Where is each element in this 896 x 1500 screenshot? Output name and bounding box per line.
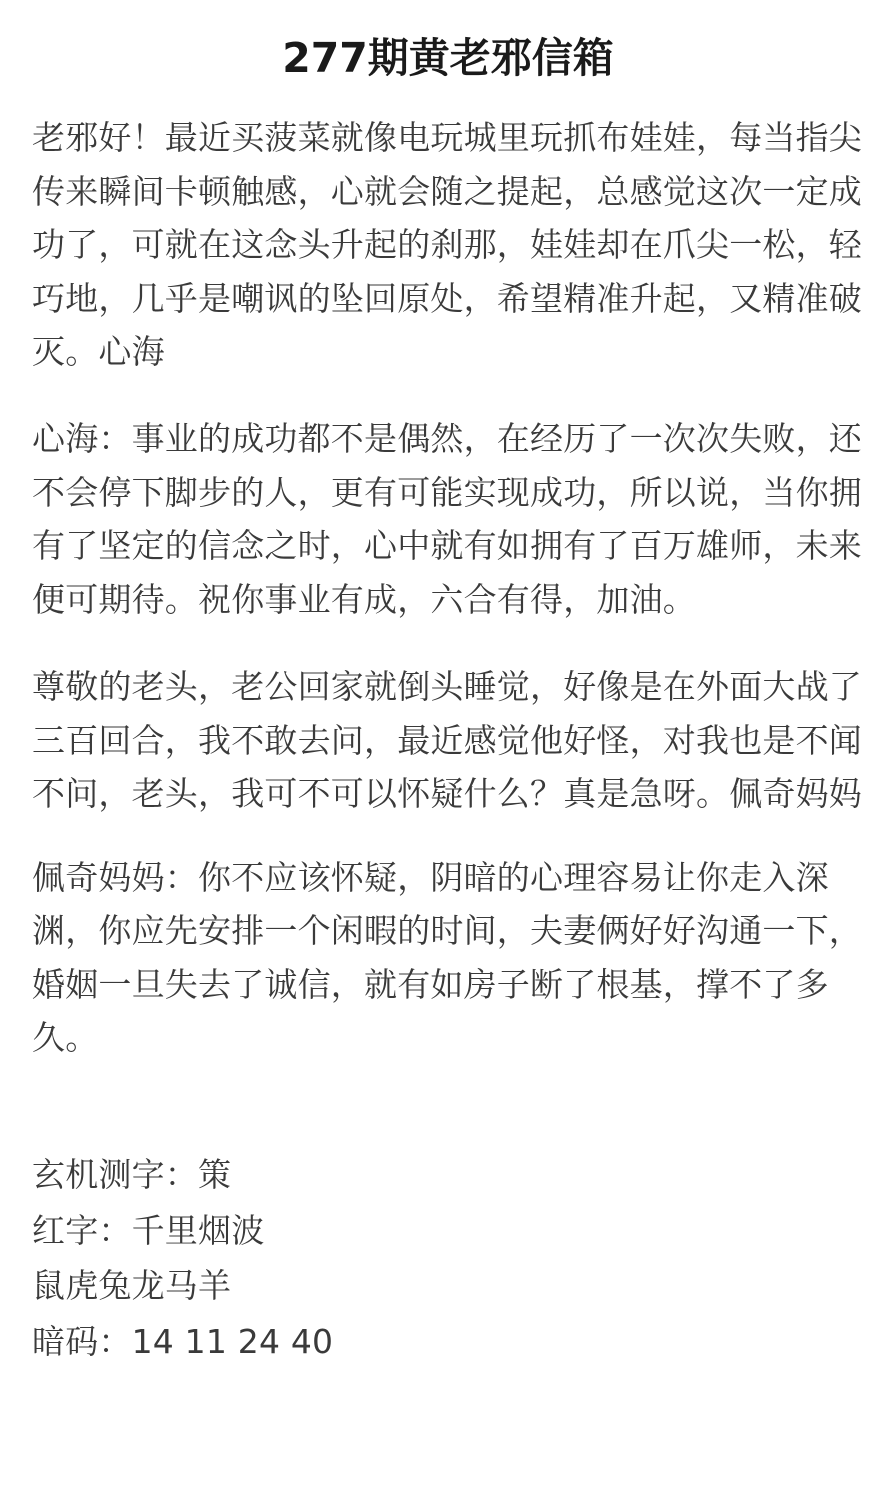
letter-question-1: 老邪好！最近买菠菜就像电玩城里玩抓布娃娃，每当指尖传来瞬间卡顿触感，心就会随之提起，总感觉这次一定成功了，可就在这念头升起的刹那，娃娃却在爪尖一松，轻巧地，几乎是嘲讽的坠回原处，希望精准升起，又精准破灭。心海 bbox=[32, 118, 862, 371]
hint-hongzi: 红字：千里烟波 bbox=[32, 1210, 265, 1250]
hint-anma: 暗码：14 11 24 40 bbox=[32, 1321, 334, 1361]
lottery-hints bbox=[32, 1150, 864, 1366]
hint-shengxiao: 鼠虎兔龙马羊 bbox=[32, 1266, 232, 1306]
letter-answer-1: 心海：事业的成功都不是偶然，在经历了一次次失败，还不会停下脚步的人，更有可能实现成功，所以说，当你拥有了坚定的信念之时，心中就有如拥有了百万雄师，未来便可期待。祝你事业有成，六合有得，加油。 bbox=[32, 419, 862, 619]
letter-question-2: 尊敬的老头，老公回家就倒头睡觉，好像是在外面大战了三百回合，我不敢去问，最近感觉他好怪，对我也是不闻不问，老头，我可不可以怀疑什么？真是急呀。佩奇妈妈 bbox=[32, 667, 862, 814]
hint-xuanji: 玄机测字：策 bbox=[32, 1155, 232, 1195]
page-title: 277期黄老邪信箱 bbox=[282, 34, 614, 82]
letter-answer-2: 佩奇妈妈：你不应该怀疑，阴暗的心理容易让你走入深渊，你应先安排一个闲暇的时间，夫妻俩好好沟通一下，婚姻一旦失去了诚信，就有如房子断了根基，撑不了多久。 bbox=[32, 857, 862, 1057]
section-spacer bbox=[32, 1098, 864, 1140]
